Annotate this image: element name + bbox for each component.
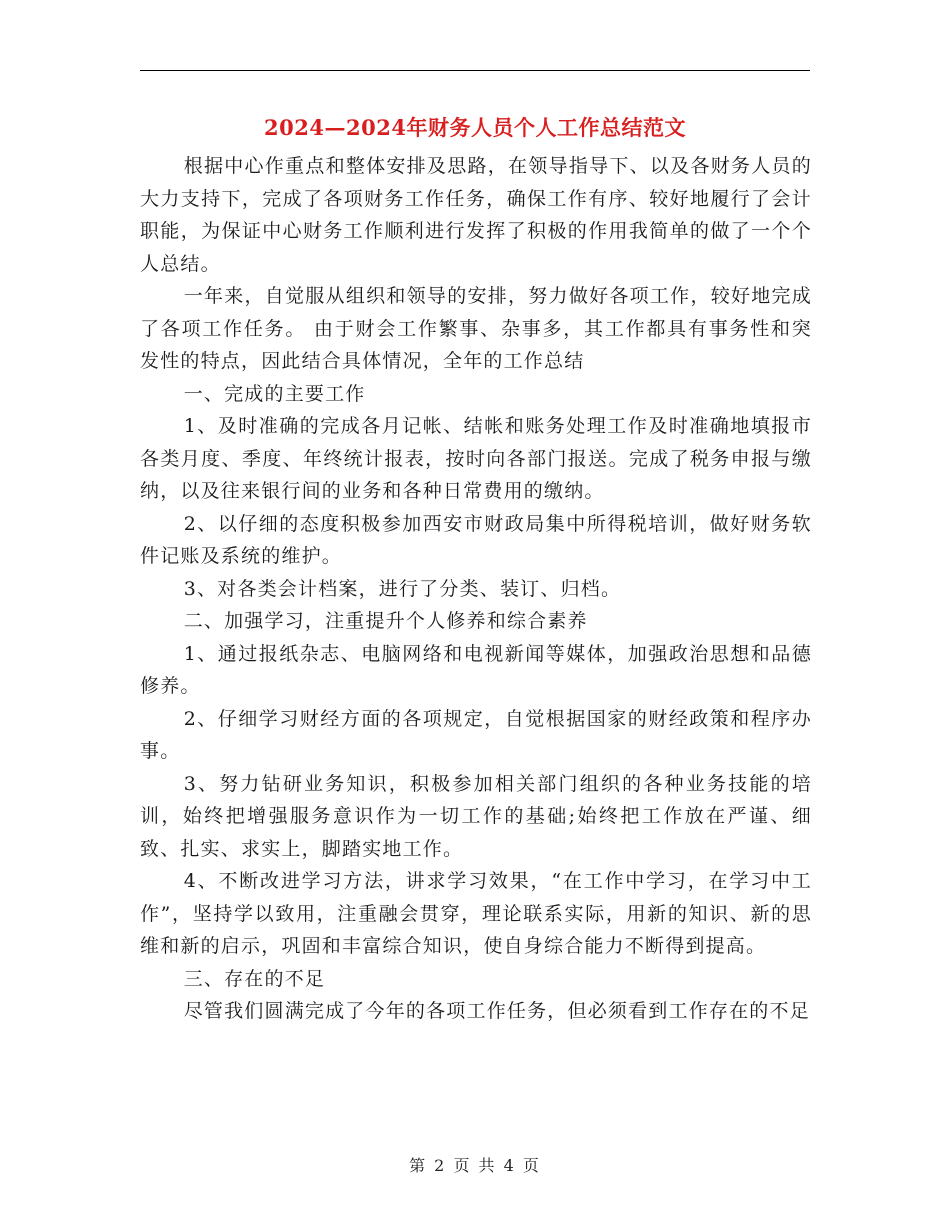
document-body [140, 150, 812, 1028]
paragraph: 2、仔细学习财经方面的各项规定，自觉根据国家的财经政策和程序办事。 [140, 707, 812, 762]
section-heading: 二、加强学习，注重提升个人修养和综合素养 [183, 610, 588, 632]
section-heading: 一、完成的主要工作 [183, 382, 366, 405]
paragraph: 3、对各类会计档案，进行了分类、装订、归档。 [183, 577, 622, 600]
paragraph: 3、努力钻研业务知识，积极参加相关部门组织的各种业务技能的培训，始终把增强服务意识作为一切工作的基础;始终把工作放在严谨、细致、扎实、求实上，脚踏实地工作。 [140, 772, 812, 860]
paragraph: 尽管我们圆满完成了今年的各项工作任务，但必须看到工作存在的不足 [183, 1000, 810, 1022]
paragraph: 2、以仔细的态度积极参加西安市财政局集中所得税培训，做好财务软件记账及系统的维护。 [140, 512, 812, 567]
section-heading: 三、存在的不足 [183, 967, 326, 990]
paragraph: 1、通过报纸杂志、电脑网络和电视新闻等媒体，加强政治思想和品德修养。 [140, 642, 812, 697]
paragraph: 一年来，自觉服从组织和领导的安排，努力做好各项工作，较好地完成了各项工作任务。 由于财会工作繁事、杂事多，其工作都具有事务性和突发性的特点，因此结合具体情况，全年的工作总结 [140, 285, 812, 372]
paragraph: 4、不断改进学习方法，讲求学习效果，“在工作中学习，在学习中工作”，坚持学以致用，注重融会贯穿，理论联系实际，用新的知识、新的思维和新的启示，巩固和丰富综合知识，使自身综合能力不断得到提高。 [140, 870, 812, 957]
paragraph: 1、及时准确的完成各月记帐、结帐和账务处理工作及时准确地填报市各类月度、季度、年终统计报表，按时向各部门报送。完成了税务申报与缴纳，以及往来银行间的业务和各种日常费用的缴纳。 [140, 415, 812, 502]
page-number-footer: 第 2 页 共 4 页 [409, 1156, 541, 1175]
header-rule [140, 70, 810, 71]
document-title: 2024—2024年财务人员个人工作总结范文 [264, 115, 686, 140]
paragraph: 根据中心作重点和整体安排及思路，在领导指导下、以及各财务人员的大力支持下，完成了各项财务工作任务，确保工作有序、较好地履行了会计职能，为保证中心财务工作顺利进行发挥了积极的作用我简单的做了一个个人总结。 [140, 155, 812, 275]
